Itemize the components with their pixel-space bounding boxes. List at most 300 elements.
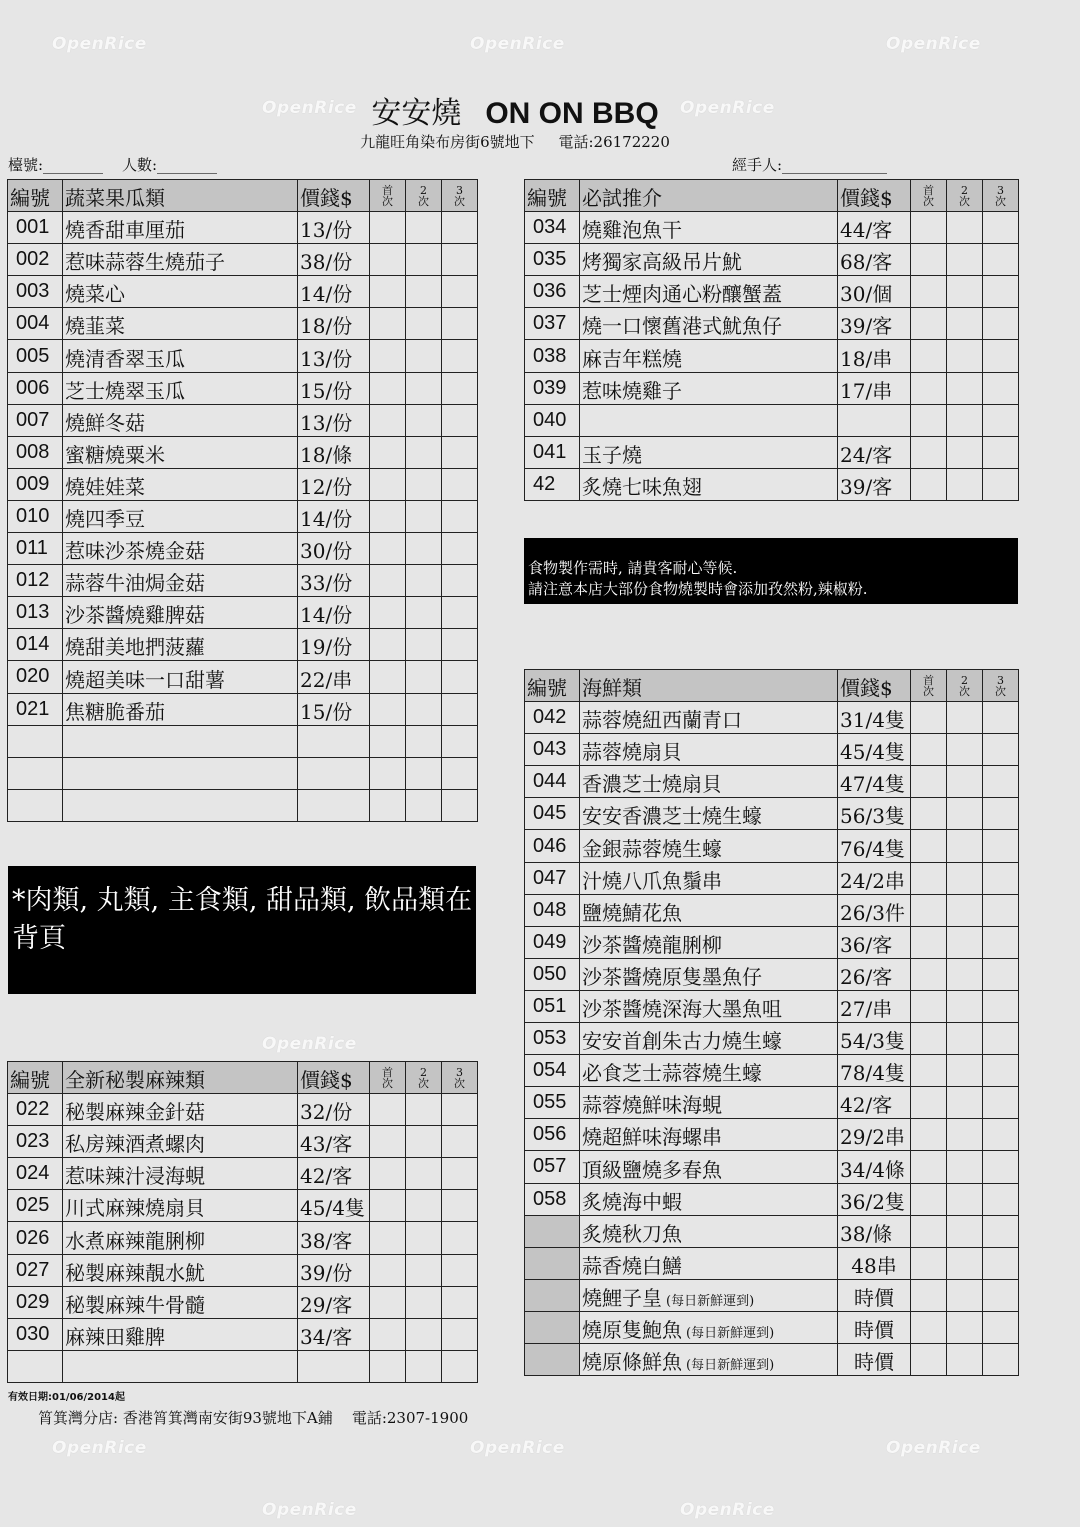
third-order-checkbox[interactable] (983, 468, 1019, 500)
item-name-text: 蒜蓉燒扇貝 (582, 740, 682, 765)
item-name-text: 川式麻辣燒扇貝 (65, 1196, 205, 1221)
item-name-text: 金銀蒜蓉燒生蠔 (582, 836, 722, 861)
first-order-checkbox[interactable] (911, 766, 947, 798)
menu-item-row (8, 565, 478, 597)
menu-item-row (525, 766, 1019, 798)
item-name (580, 1183, 838, 1215)
first-order-checkbox[interactable] (911, 1183, 947, 1215)
item-name-text: 燒甜美地捫菠蘿 (65, 635, 205, 660)
first-order-checkbox[interactable] (911, 308, 947, 340)
first-order-checkbox[interactable] (911, 798, 947, 830)
second-order-checkbox[interactable] (947, 990, 983, 1022)
item-name-text: 燒超美味一口甜薯 (65, 667, 225, 692)
item-name-text: 燒清香翠玉瓜 (65, 346, 185, 371)
first-order-checkbox[interactable] (911, 990, 947, 1022)
item-name-text: 燒雞泡魚干 (582, 218, 682, 243)
first-order-header: 首 次 (911, 180, 947, 212)
menu-item-row (8, 1222, 478, 1254)
item-name-text: 惹味燒雞子 (582, 378, 682, 403)
item-name (580, 990, 838, 1022)
item-name (63, 661, 298, 693)
first-order-checkbox[interactable] (370, 212, 406, 244)
first-order-checkbox[interactable] (370, 340, 406, 372)
third-order-checkbox[interactable] (983, 372, 1019, 404)
third-order-checkbox[interactable] (442, 436, 478, 468)
second-order-checkbox[interactable] (947, 1119, 983, 1151)
second-order-checkbox[interactable] (947, 1279, 983, 1311)
second-order-checkbox[interactable] (406, 436, 442, 468)
item-name (580, 766, 838, 798)
third-order-checkbox[interactable] (983, 1247, 1019, 1279)
item-code: 047 (525, 862, 580, 894)
first-order-checkbox[interactable] (911, 734, 947, 766)
first-order-checkbox[interactable] (911, 1311, 947, 1343)
second-order-checkbox[interactable] (947, 1023, 983, 1055)
item-price: 39/份 (298, 1254, 370, 1286)
second-order-checkbox[interactable] (947, 1343, 983, 1375)
first-order-checkbox[interactable] (370, 1190, 406, 1222)
second-order-checkbox[interactable] (406, 500, 442, 532)
second-order-checkbox[interactable] (406, 244, 442, 276)
second-order-checkbox[interactable] (947, 926, 983, 958)
second-order-checkbox[interactable] (406, 468, 442, 500)
item-code: 020 (8, 661, 63, 693)
item-name (63, 1190, 298, 1222)
second-order-checkbox[interactable] (406, 212, 442, 244)
item-price: 14/份 (298, 276, 370, 308)
first-order-checkbox[interactable] (370, 1222, 406, 1254)
first-order-checkbox[interactable] (370, 565, 406, 597)
branch-phone: 電話:2307-1900 (351, 1409, 469, 1427)
first-order-checkbox[interactable] (370, 308, 406, 340)
first-order-checkbox[interactable] (911, 702, 947, 734)
second-order-checkbox[interactable] (406, 340, 442, 372)
item-price: 68/客 (838, 244, 911, 276)
first-order-checkbox[interactable] (911, 1087, 947, 1119)
third-order-checkbox[interactable] (442, 661, 478, 693)
second-order-checkbox[interactable] (406, 789, 442, 821)
second-order-checkbox[interactable] (947, 894, 983, 926)
first-order-checkbox[interactable] (370, 725, 406, 757)
item-name-text: 沙茶醬燒深海大墨魚咀 (582, 997, 782, 1022)
third-order-checkbox[interactable] (442, 308, 478, 340)
first-order-checkbox[interactable] (911, 244, 947, 276)
item-code (525, 1311, 580, 1343)
third-order-checkbox[interactable] (983, 212, 1019, 244)
item-name (580, 212, 838, 244)
second-order-checkbox[interactable] (947, 244, 983, 276)
item-name-text: 秘製麻辣牛骨髓 (65, 1292, 205, 1317)
third-order-checkbox[interactable] (983, 1311, 1019, 1343)
first-order-checkbox[interactable] (911, 1279, 947, 1311)
menu-item-row (525, 990, 1019, 1022)
third-order-checkbox[interactable] (442, 1190, 478, 1222)
item-name (580, 468, 838, 500)
category-title: 海鮮類 (580, 670, 838, 702)
first-order-checkbox[interactable] (911, 372, 947, 404)
second-order-checkbox[interactable] (406, 372, 442, 404)
item-name (580, 894, 838, 926)
item-name (63, 212, 298, 244)
item-code: 040 (525, 404, 580, 436)
price-header: 價錢$ (298, 180, 370, 212)
watermark: OpenRice (886, 1438, 981, 1458)
third-order-checkbox[interactable] (442, 404, 478, 436)
second-order-checkbox[interactable] (947, 862, 983, 894)
second-order-checkbox[interactable] (406, 1254, 442, 1286)
second-order-checkbox[interactable] (947, 436, 983, 468)
first-order-checkbox[interactable] (370, 276, 406, 308)
third-order-checkbox[interactable] (442, 372, 478, 404)
item-code (8, 725, 63, 757)
second-order-checkbox[interactable] (406, 725, 442, 757)
second-order-header: 2 次 (947, 670, 983, 702)
third-order-checkbox[interactable] (983, 1279, 1019, 1311)
third-order-checkbox[interactable] (983, 862, 1019, 894)
third-order-checkbox[interactable] (442, 789, 478, 821)
first-order-checkbox[interactable] (911, 830, 947, 862)
third-order-checkbox[interactable] (983, 244, 1019, 276)
item-code: 029 (8, 1286, 63, 1318)
item-price: 42/客 (298, 1158, 370, 1190)
item-name-text: 汁燒八爪魚鬚串 (582, 868, 722, 893)
second-order-checkbox[interactable] (406, 1286, 442, 1318)
item-price: 18/份 (298, 308, 370, 340)
third-order-checkbox[interactable] (983, 1151, 1019, 1183)
item-code: 030 (8, 1318, 63, 1350)
item-name-text: 燒四季豆 (65, 507, 145, 532)
third-order-checkbox[interactable] (983, 308, 1019, 340)
first-order-checkbox[interactable] (911, 926, 947, 958)
item-name-text: 焦糖脆番茄 (65, 699, 165, 724)
third-order-checkbox[interactable] (442, 597, 478, 629)
item-price: 19/份 (298, 629, 370, 661)
item-price: 33/份 (298, 565, 370, 597)
item-name (63, 1286, 298, 1318)
second-order-checkbox[interactable] (947, 468, 983, 500)
third-order-checkbox[interactable] (442, 565, 478, 597)
third-order-checkbox[interactable] (983, 340, 1019, 372)
item-name (580, 404, 838, 436)
first-order-checkbox[interactable] (911, 1055, 947, 1087)
second-order-checkbox[interactable] (406, 693, 442, 725)
second-order-checkbox[interactable] (947, 1055, 983, 1087)
watermark: OpenRice (680, 1500, 775, 1520)
third-order-checkbox[interactable] (983, 276, 1019, 308)
second-order-checkbox[interactable] (406, 1094, 442, 1126)
item-code: 006 (8, 372, 63, 404)
first-order-checkbox[interactable] (370, 693, 406, 725)
item-name-text: 蒜蓉燒紐西蘭青口 (582, 708, 742, 733)
second-order-checkbox[interactable] (947, 1311, 983, 1343)
third-order-checkbox[interactable] (983, 1119, 1019, 1151)
second-order-checkbox[interactable] (947, 1183, 983, 1215)
price-header: 價錢$ (838, 180, 911, 212)
second-order-checkbox[interactable] (406, 757, 442, 789)
third-order-checkbox[interactable] (983, 1087, 1019, 1119)
third-order-checkbox[interactable] (983, 958, 1019, 990)
item-code: 014 (8, 629, 63, 661)
menu-item-row (8, 789, 478, 821)
third-order-checkbox[interactable] (983, 1215, 1019, 1247)
item-name (580, 734, 838, 766)
item-note: (每日新鮮運到) (686, 1358, 775, 1374)
menu-item-row (525, 340, 1019, 372)
item-code: 010 (8, 500, 63, 532)
second-order-checkbox[interactable] (947, 372, 983, 404)
item-name (580, 1311, 838, 1343)
third-order-checkbox[interactable] (983, 990, 1019, 1022)
first-order-checkbox[interactable] (911, 1247, 947, 1279)
item-name-text: 香濃芝士燒扇貝 (582, 772, 722, 797)
item-price: 44/客 (838, 212, 911, 244)
second-order-checkbox[interactable] (406, 404, 442, 436)
second-order-header: 2 次 (406, 180, 442, 212)
third-order-checkbox[interactable] (983, 798, 1019, 830)
menu-item-row (525, 1055, 1019, 1087)
watermark: OpenRice (262, 1500, 357, 1520)
item-price: 時價 (838, 1311, 911, 1343)
second-order-checkbox[interactable] (947, 1151, 983, 1183)
third-order-checkbox[interactable] (442, 1222, 478, 1254)
menu-item-row (525, 1183, 1019, 1215)
third-order-checkbox[interactable] (983, 1023, 1019, 1055)
item-name (63, 789, 298, 821)
item-name (63, 244, 298, 276)
item-name (63, 757, 298, 789)
first-order-checkbox[interactable] (370, 1094, 406, 1126)
item-name (580, 1087, 838, 1119)
item-name (63, 725, 298, 757)
third-order-checkbox[interactable] (983, 734, 1019, 766)
item-price: 17/串 (838, 372, 911, 404)
second-order-header: 2 次 (406, 1062, 442, 1094)
second-order-checkbox[interactable] (406, 1190, 442, 1222)
item-name-text: 燒一口懷舊港式魷魚仔 (582, 314, 782, 339)
item-code: 038 (525, 340, 580, 372)
third-order-checkbox[interactable] (983, 404, 1019, 436)
third-order-checkbox[interactable] (983, 436, 1019, 468)
menu-item-row (8, 1126, 478, 1158)
item-price: 時價 (838, 1279, 911, 1311)
first-order-checkbox[interactable] (911, 1215, 947, 1247)
second-order-checkbox[interactable] (947, 404, 983, 436)
third-order-checkbox[interactable] (442, 693, 478, 725)
second-order-checkbox[interactable] (406, 533, 442, 565)
second-order-checkbox[interactable] (406, 1158, 442, 1190)
third-order-checkbox[interactable] (442, 276, 478, 308)
second-order-checkbox[interactable] (947, 1087, 983, 1119)
first-order-checkbox[interactable] (911, 958, 947, 990)
item-code (8, 789, 63, 821)
item-price: 32/份 (298, 1094, 370, 1126)
first-order-checkbox[interactable] (911, 468, 947, 500)
item-code: 003 (8, 276, 63, 308)
item-code: 044 (525, 766, 580, 798)
third-order-checkbox[interactable] (442, 757, 478, 789)
second-order-checkbox[interactable] (947, 340, 983, 372)
item-code: 021 (8, 693, 63, 725)
second-order-checkbox[interactable] (947, 830, 983, 862)
first-order-checkbox[interactable] (911, 894, 947, 926)
third-order-checkbox[interactable] (442, 244, 478, 276)
first-order-checkbox[interactable] (370, 789, 406, 821)
third-order-checkbox[interactable] (983, 766, 1019, 798)
second-order-checkbox[interactable] (947, 958, 983, 990)
item-code (525, 1247, 580, 1279)
second-order-checkbox[interactable] (406, 661, 442, 693)
third-order-checkbox[interactable] (442, 1158, 478, 1190)
item-name-text: 芝士燒翠玉瓜 (65, 378, 185, 403)
menu-item-row (8, 468, 478, 500)
first-order-checkbox[interactable] (911, 404, 947, 436)
third-order-checkbox[interactable] (442, 1254, 478, 1286)
menu-item-row (525, 308, 1019, 340)
menu-item-row (525, 926, 1019, 958)
third-order-checkbox[interactable] (442, 1350, 478, 1382)
first-order-checkbox[interactable] (911, 340, 947, 372)
first-order-checkbox[interactable] (370, 597, 406, 629)
item-name-text: 炙燒海中蝦 (582, 1189, 682, 1214)
second-order-checkbox[interactable] (947, 1247, 983, 1279)
third-order-checkbox[interactable] (442, 1094, 478, 1126)
first-order-checkbox[interactable] (370, 468, 406, 500)
first-order-checkbox[interactable] (370, 436, 406, 468)
item-code: 042 (525, 702, 580, 734)
first-order-checkbox[interactable] (370, 757, 406, 789)
item-name-text: 燒原條鮮魚 (582, 1350, 682, 1375)
second-order-checkbox[interactable] (406, 1126, 442, 1158)
third-order-checkbox[interactable] (442, 340, 478, 372)
first-order-checkbox[interactable] (911, 1119, 947, 1151)
menu-item-row (525, 244, 1019, 276)
menu-item-row (8, 1254, 478, 1286)
item-name (63, 1158, 298, 1190)
item-price: 14/份 (298, 500, 370, 532)
third-order-checkbox[interactable] (442, 1126, 478, 1158)
first-order-checkbox[interactable] (370, 1254, 406, 1286)
third-order-checkbox[interactable] (442, 1286, 478, 1318)
item-code: 004 (8, 308, 63, 340)
item-name (580, 958, 838, 990)
item-code: 049 (525, 926, 580, 958)
first-order-checkbox[interactable] (911, 862, 947, 894)
first-order-checkbox[interactable] (911, 1343, 947, 1375)
third-order-checkbox[interactable] (983, 1055, 1019, 1087)
first-order-checkbox[interactable] (911, 1023, 947, 1055)
item-code: 037 (525, 308, 580, 340)
second-order-checkbox[interactable] (947, 276, 983, 308)
first-order-checkbox[interactable] (911, 212, 947, 244)
second-order-checkbox[interactable] (947, 734, 983, 766)
first-order-checkbox[interactable] (911, 436, 947, 468)
first-order-header: 首 次 (370, 180, 406, 212)
second-order-checkbox[interactable] (406, 1350, 442, 1382)
first-order-checkbox[interactable] (370, 533, 406, 565)
menu-item-row (525, 798, 1019, 830)
item-code: 013 (8, 597, 63, 629)
first-order-checkbox[interactable] (370, 1318, 406, 1350)
first-order-checkbox[interactable] (370, 1350, 406, 1382)
item-price: 38/客 (298, 1222, 370, 1254)
item-name (63, 1126, 298, 1158)
first-order-checkbox[interactable] (370, 629, 406, 661)
third-order-checkbox[interactable] (442, 533, 478, 565)
first-order-checkbox[interactable] (370, 404, 406, 436)
third-order-checkbox[interactable] (983, 702, 1019, 734)
first-order-checkbox[interactable] (370, 1126, 406, 1158)
second-order-checkbox[interactable] (947, 798, 983, 830)
item-code: 050 (525, 958, 580, 990)
third-order-checkbox[interactable] (983, 926, 1019, 958)
first-order-checkbox[interactable] (370, 500, 406, 532)
third-order-checkbox[interactable] (983, 830, 1019, 862)
third-order-checkbox[interactable] (442, 725, 478, 757)
third-order-checkbox[interactable] (983, 894, 1019, 926)
first-order-checkbox[interactable] (370, 1286, 406, 1318)
item-code (525, 1343, 580, 1375)
code-header: 編號 (525, 180, 580, 212)
item-name-text: 芝士煙肉通心粉釀蟹蓋 (582, 282, 782, 307)
watermark: OpenRice (470, 34, 565, 54)
item-code: 043 (525, 734, 580, 766)
item-name (580, 1215, 838, 1247)
second-order-checkbox[interactable] (947, 702, 983, 734)
first-order-checkbox[interactable] (911, 1151, 947, 1183)
third-order-checkbox[interactable] (442, 500, 478, 532)
first-order-checkbox[interactable] (370, 1158, 406, 1190)
second-order-checkbox[interactable] (406, 629, 442, 661)
menu-item-row (525, 702, 1019, 734)
item-code: 048 (525, 894, 580, 926)
second-order-checkbox[interactable] (947, 1215, 983, 1247)
second-order-checkbox[interactable] (406, 565, 442, 597)
third-order-checkbox[interactable] (442, 1318, 478, 1350)
menu-item-row (525, 212, 1019, 244)
third-order-checkbox[interactable] (442, 212, 478, 244)
item-name-text: 惹味蒜蓉生燒茄子 (65, 250, 225, 275)
second-order-checkbox[interactable] (947, 766, 983, 798)
second-order-checkbox[interactable] (947, 308, 983, 340)
second-order-checkbox[interactable] (406, 597, 442, 629)
watermark: OpenRice (470, 1438, 565, 1458)
first-order-checkbox[interactable] (370, 244, 406, 276)
item-code: 026 (8, 1222, 63, 1254)
first-order-checkbox[interactable] (370, 661, 406, 693)
third-order-checkbox[interactable] (983, 1183, 1019, 1215)
recommend-menu-table (524, 179, 1019, 501)
second-order-checkbox[interactable] (406, 1318, 442, 1350)
first-order-checkbox[interactable] (911, 276, 947, 308)
second-order-checkbox[interactable] (406, 276, 442, 308)
first-order-checkbox[interactable] (370, 372, 406, 404)
item-name (580, 1023, 838, 1055)
item-price: 18/串 (838, 340, 911, 372)
second-order-checkbox[interactable] (406, 308, 442, 340)
item-name-text: 燒娃娃菜 (65, 474, 145, 499)
second-order-checkbox[interactable] (947, 212, 983, 244)
item-name (63, 597, 298, 629)
item-name (63, 500, 298, 532)
item-price: 13/份 (298, 340, 370, 372)
third-order-checkbox[interactable] (442, 629, 478, 661)
second-order-checkbox[interactable] (406, 1222, 442, 1254)
third-order-checkbox[interactable] (442, 468, 478, 500)
item-name (580, 308, 838, 340)
item-code: 009 (8, 468, 63, 500)
third-order-checkbox[interactable] (983, 1343, 1019, 1375)
item-name (580, 1119, 838, 1151)
